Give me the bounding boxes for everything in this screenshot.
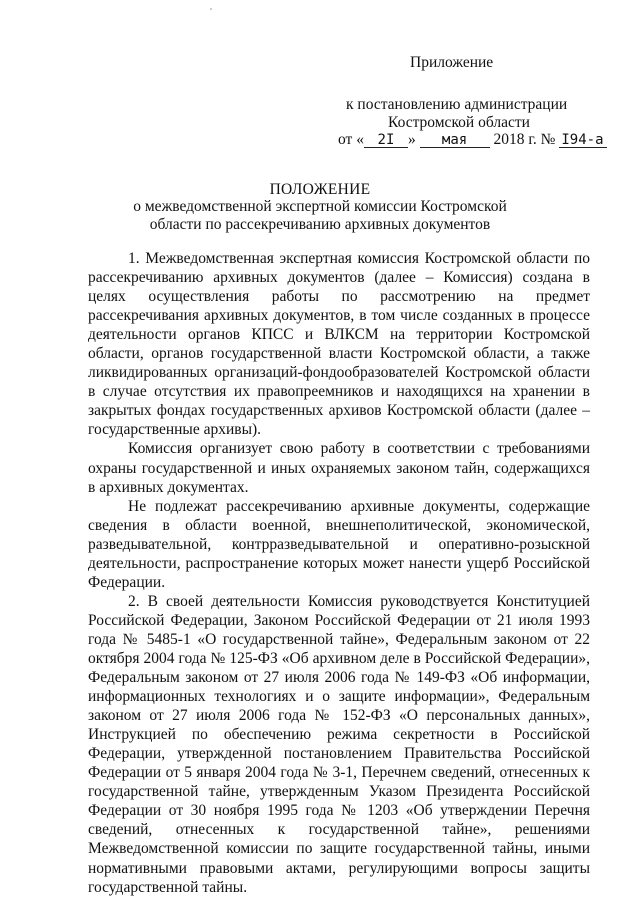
decree-date-line [338, 131, 607, 149]
date-day-field: 2I [364, 133, 408, 148]
decree-reference-line1: к постановлению администрации [346, 96, 568, 113]
document-title: ПОЛОЖЕНИЕ [269, 181, 371, 198]
date-prefix: от « [338, 131, 364, 148]
decree-number-field: I94-а [559, 133, 607, 148]
subtitle-line2: области по рассекречиванию архивных документов [149, 216, 491, 233]
document-body [88, 249, 590, 897]
subtitle-line1: о межведомственной экспертной комиссии Костромской [133, 198, 507, 215]
paragraph-1: 1. Межведомственная экспертная комиссия Костромской области по рассекречиванию архивных документов (далее – Комиссия) создана в целях осуществления работы по рассмотрению на предмет рассекречивания архивных документов, в том числе созданных в процессе деятельности органов КПСС и ВЛКСМ на территории Костромской области, органов государственной власти Костромской области, а также ликвидированных организаций-фондообразователей Костромской области в случае отсутствия их правопреемников и находящихся на хранении в закрытых фондах государственных архивов Костромской области (далее – государственные архивы). [88, 250, 590, 439]
decree-reference-line2: Костромской области [388, 114, 530, 131]
date-month-field: мая [420, 133, 490, 148]
scan-speck [210, 8, 212, 10]
paragraph-4: 2. В своей деятельности Комиссия руководствуется Конституцией Российской Федерации, Законом Российской Федерации от 21 июля 1993 года № 5485-1 «О государственной тайне», Федеральным законом от 22 октября 2004 года № 125-ФЗ «Об архивном деле в Российской Федерации», Федеральным законом от 27 июля 2006 года № 149-ФЗ «Об информации, информационных технологиях и о защите информации», Федеральным законом от 27 июля 2006 года № 152-ФЗ «О персональных данных», Инструкцией по обеспечению режима секретности в Российской Федерации, утвержденной постановлением Правительства Российской Федерации от 5 января 2004 года № 3-1, Перечнем сведений, отнесенных к государственной тайне, утвержденным Указом Президента Российской Федерации от 30 ноября 1995 года № 1203 «Об утверждении Перечня сведений, отнесенных к государственной тайне», решениями Межведомственной комиссии по защите государственной тайны, иными нормативными правовыми актами, регулирующими вопросы защиты государственной тайны. [88, 592, 590, 896]
date-year: 2018 г. № [493, 131, 556, 148]
document-subtitle [0, 198, 640, 234]
paragraph-3: Не подлежат рассекречиванию архивные документы, содержащие сведения в области военной, внешнеполитической, экономической, разведывательной, контрразведывательной и оперативно-розыскной деятельности, распространение которых может нанести ущерб Российской Федерации. [88, 497, 590, 591]
paragraph-2: Комиссия организует свою работу в соответствии с требованиями охраны государственной и иных охраняемых законом тайн, содержащихся в архивных документах. [88, 440, 590, 496]
annex-label: Приложение [410, 54, 494, 71]
date-quote-close: » [407, 131, 416, 148]
